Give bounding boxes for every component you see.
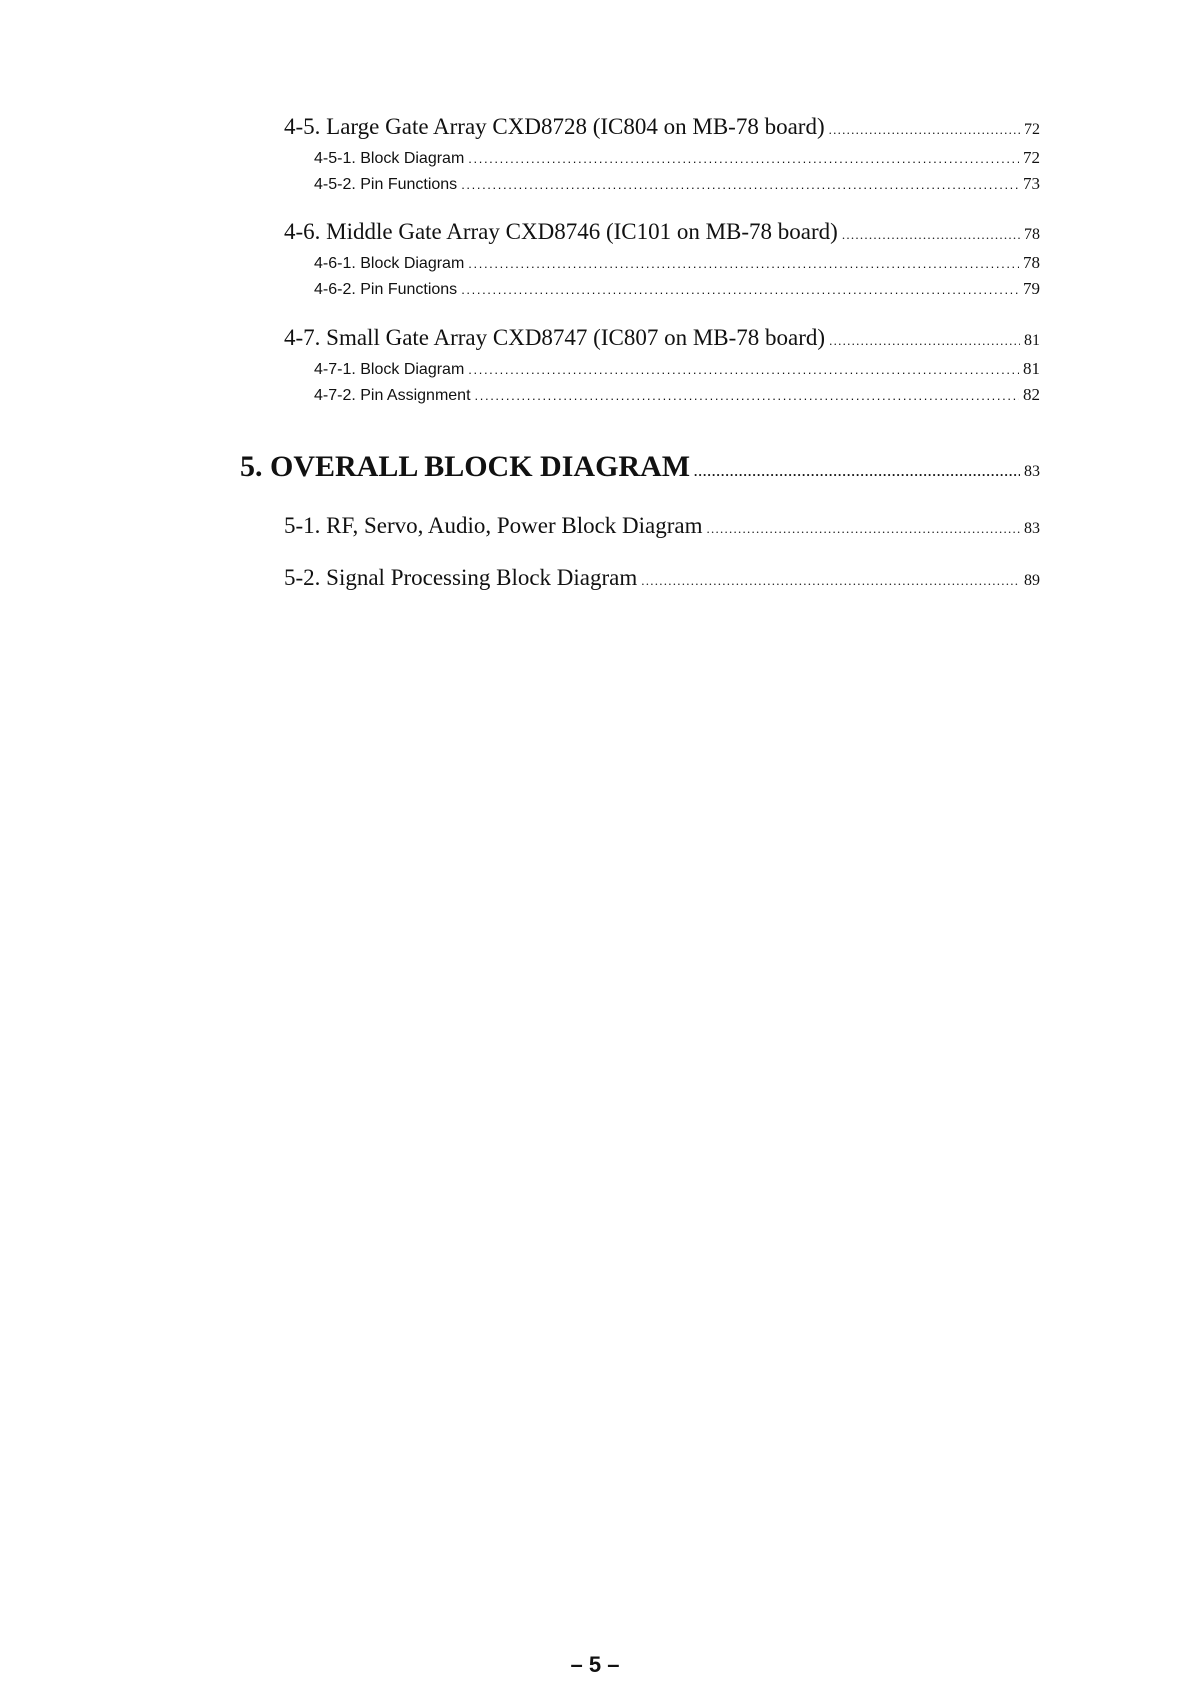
toc-entry-4-7-1[interactable]: [314, 359, 1040, 379]
dot-leader: [475, 388, 1019, 403]
toc-entry-4-7-2[interactable]: [314, 385, 1040, 405]
dot-leader: [461, 177, 1019, 192]
toc-entry-5[interactable]: [240, 450, 1040, 484]
toc-page-number: 78: [1024, 226, 1040, 243]
toc-entry-label: 4-5-1. Block Diagram: [314, 150, 465, 167]
toc-page-number: 82: [1023, 385, 1040, 404]
dot-leader: [468, 362, 1019, 377]
toc-page-number: 79: [1023, 279, 1040, 298]
dot-leader: [694, 464, 1020, 480]
toc-entry-4-5-2[interactable]: [314, 174, 1040, 194]
toc-entry-label: 4-5. Large Gate Array CXD8728 (IC804 on MB-78 board): [284, 114, 825, 139]
toc-chapter-label: 5. OVERALL BLOCK DIAGRAM: [240, 450, 691, 483]
toc-entry-label: 4-6-2. Pin Functions: [314, 281, 458, 298]
toc-page-number: 81: [1023, 359, 1040, 378]
page-number-footer: – 5 –: [570, 1652, 620, 1677]
dot-leader: [641, 573, 1020, 589]
toc-page-number: 83: [1024, 520, 1040, 537]
dot-leader: [468, 151, 1019, 166]
dot-leader: [461, 282, 1019, 297]
toc-page-number: 72: [1023, 148, 1040, 167]
toc-entry-label: 4-7-1. Block Diagram: [314, 361, 465, 378]
toc-entry-5-1[interactable]: [284, 513, 1040, 539]
toc-entry-4-5-1[interactable]: [314, 148, 1040, 168]
toc-entry-label: 4-7. Small Gate Array CXD8747 (IC807 on MB-78 board): [284, 325, 826, 350]
toc-entry-5-2[interactable]: [284, 565, 1040, 591]
dot-leader: [707, 521, 1020, 537]
toc-entry-4-6-1[interactable]: [314, 253, 1040, 273]
toc-entry-4-6[interactable]: [284, 219, 1040, 245]
dot-leader: [842, 227, 1020, 243]
toc-entry-label: 4-5-2. Pin Functions: [314, 176, 458, 193]
toc-entry-label: 4-6. Middle Gate Array CXD8746 (IC101 on MB-78 board): [284, 219, 838, 244]
toc-page-number: 72: [1024, 121, 1040, 138]
toc-page-number: 73: [1023, 174, 1040, 193]
toc-entry-label: 5-1. RF, Servo, Audio, Power Block Diagram: [284, 513, 703, 538]
toc-entry-4-5[interactable]: [284, 114, 1040, 140]
dot-leader: [829, 333, 1020, 349]
toc-entry-4-6-2[interactable]: [314, 279, 1040, 299]
toc-page-number: 89: [1024, 572, 1040, 589]
dot-leader: [468, 256, 1019, 271]
toc-page-number: 83: [1024, 463, 1040, 480]
toc-entry-label: 4-6-1. Block Diagram: [314, 255, 465, 272]
toc-entry-label: 4-7-2. Pin Assignment: [314, 387, 471, 404]
toc-page-number: 81: [1024, 332, 1040, 349]
toc-entry-4-7[interactable]: [284, 325, 1040, 351]
toc-page-number: 78: [1023, 253, 1040, 272]
dot-leader: [829, 122, 1020, 138]
toc-entry-label: 5-2. Signal Processing Block Diagram: [284, 565, 638, 590]
